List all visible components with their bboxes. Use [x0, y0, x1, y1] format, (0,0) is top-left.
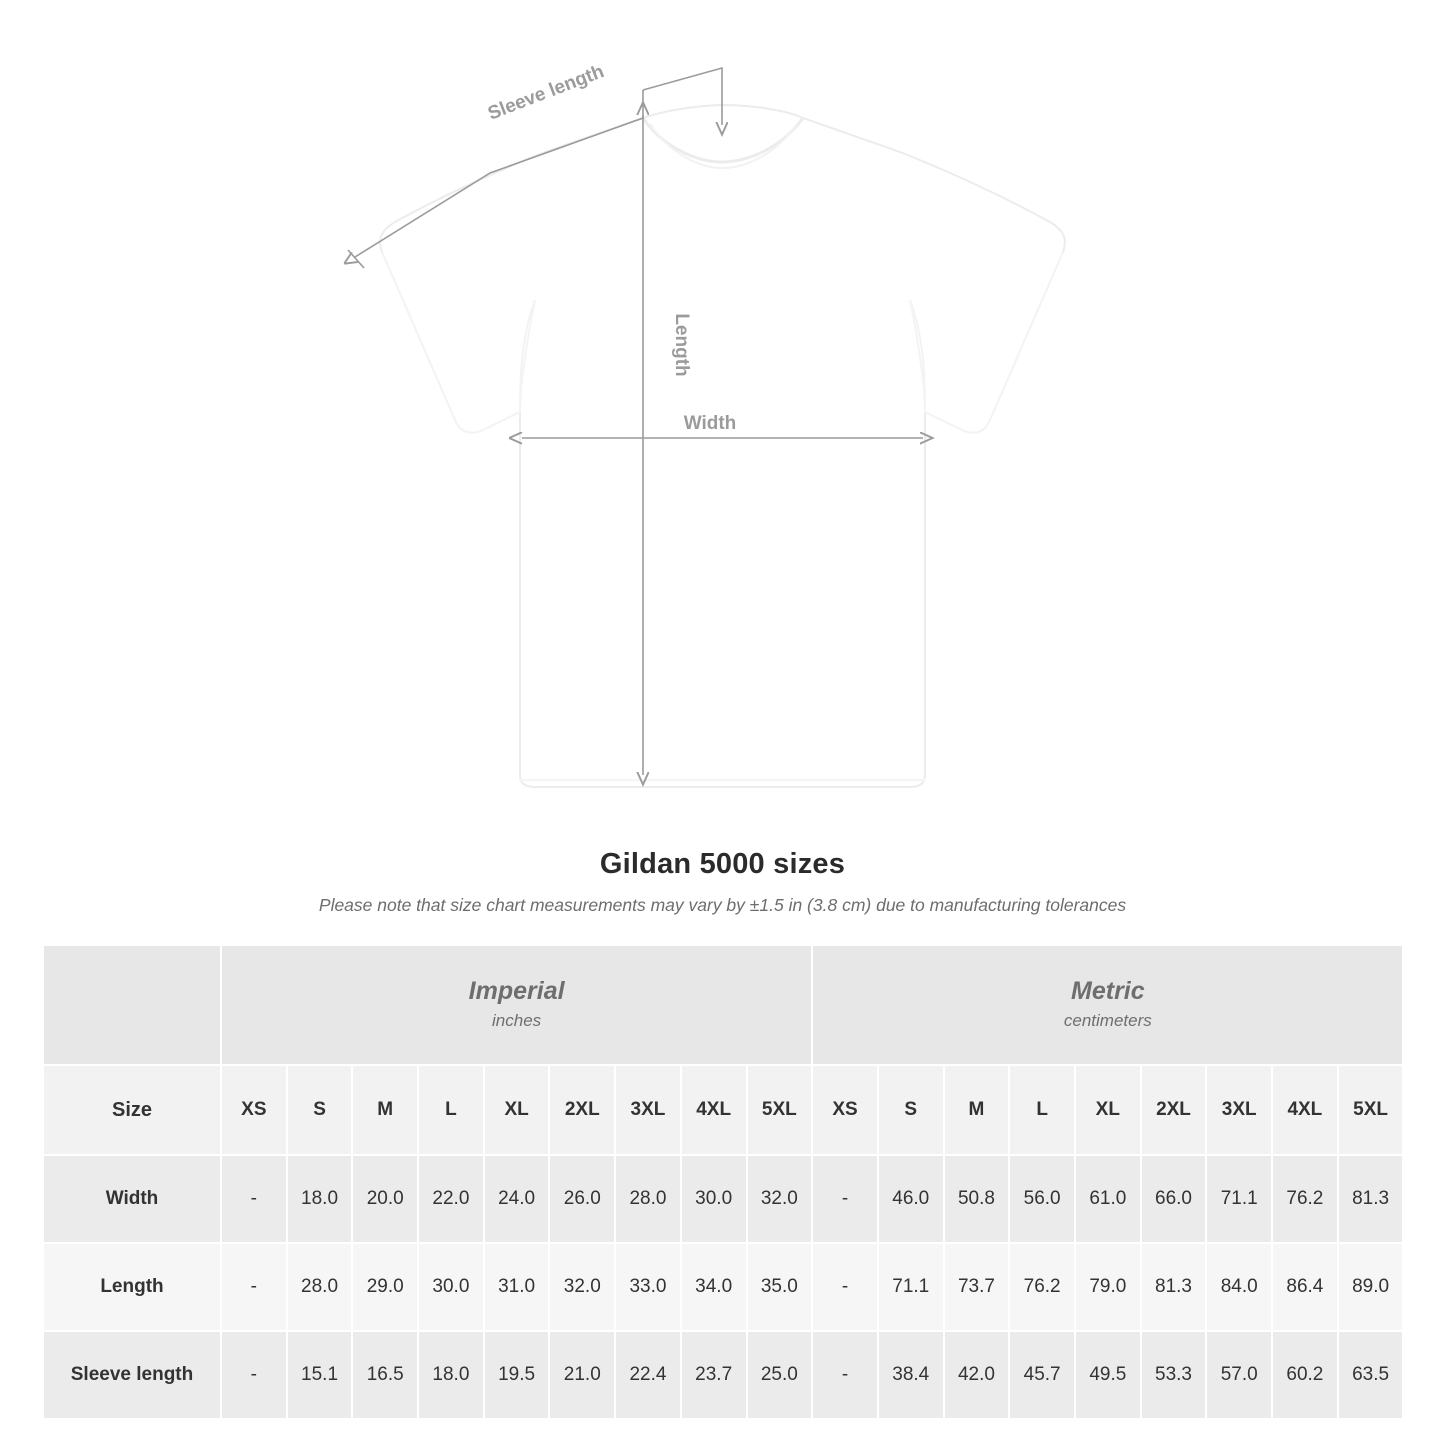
table-row — [43, 1331, 1403, 1419]
row-label-length: Length — [43, 1243, 221, 1331]
cell-width-met-6: 71.1 — [1206, 1155, 1272, 1243]
cell-length-met-0: - — [812, 1243, 878, 1331]
page-title: Gildan 5000 sizes — [599, 848, 846, 880]
cell-width-met-5: 66.0 — [1141, 1155, 1207, 1243]
tshirt-shape — [380, 105, 1065, 787]
cell-width-met-7: 76.2 — [1272, 1155, 1338, 1243]
cell-width-met-0: - — [812, 1155, 878, 1243]
header-size-imp-4: XL — [484, 1065, 550, 1155]
header-size-met-1: S — [878, 1065, 944, 1155]
header-size-met-5: 2XL — [1141, 1065, 1207, 1155]
cell-sleeve-imp-7: 23.7 — [681, 1331, 747, 1419]
header-size-imp-6: 3XL — [615, 1065, 681, 1155]
cell-sleeve-met-0: - — [812, 1331, 878, 1419]
header-size-imp-8: 5XL — [747, 1065, 813, 1155]
sleeve-length-label: Sleeve length — [485, 61, 607, 125]
unit-name-imperial: Imperial — [468, 976, 565, 1005]
cell-sleeve-met-6: 57.0 — [1206, 1331, 1272, 1419]
cell-length-imp-0: - — [221, 1243, 287, 1331]
header-size-imp-5: 2XL — [549, 1065, 615, 1155]
cell-length-imp-2: 29.0 — [352, 1243, 418, 1331]
header-size-met-7: 4XL — [1272, 1065, 1338, 1155]
cell-width-imp-2: 20.0 — [352, 1155, 418, 1243]
cell-width-imp-5: 26.0 — [549, 1155, 615, 1243]
cell-sleeve-imp-8: 25.0 — [747, 1331, 813, 1419]
cell-length-imp-3: 30.0 — [418, 1243, 484, 1331]
row-label-sleeve-length: Sleeve length — [43, 1331, 221, 1419]
tolerance-note: Please note that size chart measurements may vary by ±1.5 in (3.8 cm) due to manufacturing tolerances — [318, 895, 1127, 915]
table-row — [43, 1155, 1403, 1243]
cell-sleeve-met-4: 49.5 — [1075, 1331, 1141, 1419]
unit-header-imperial — [221, 945, 812, 1065]
cell-width-imp-6: 28.0 — [615, 1155, 681, 1243]
cell-width-met-3: 56.0 — [1009, 1155, 1075, 1243]
cell-width-imp-4: 24.0 — [484, 1155, 550, 1243]
cell-length-imp-5: 32.0 — [549, 1243, 615, 1331]
header-size-met-2: M — [944, 1065, 1010, 1155]
cell-length-met-1: 71.1 — [878, 1243, 944, 1331]
size-table-wrap — [42, 944, 1403, 1420]
cell-length-met-5: 81.3 — [1141, 1243, 1207, 1331]
header-size-label: Size — [43, 1065, 221, 1155]
unit-header-row — [43, 945, 1403, 1065]
cell-sleeve-imp-0: - — [221, 1331, 287, 1419]
unit-name-metric: Metric — [1071, 976, 1145, 1005]
cell-width-imp-8: 32.0 — [747, 1155, 813, 1243]
unit-header-metric — [812, 945, 1403, 1065]
unit-sub-metric: centimeters — [1063, 1011, 1152, 1031]
cell-sleeve-met-2: 42.0 — [944, 1331, 1010, 1419]
cell-length-met-4: 79.0 — [1075, 1243, 1141, 1331]
cell-length-met-6: 84.0 — [1206, 1243, 1272, 1331]
header-size-met-3: L — [1009, 1065, 1075, 1155]
cell-sleeve-imp-1: 15.1 — [287, 1331, 353, 1419]
row-label-width: Width — [43, 1155, 221, 1243]
header-size-met-8: 5XL — [1338, 1065, 1404, 1155]
table-row — [43, 1243, 1403, 1331]
header-size-imp-0: XS — [221, 1065, 287, 1155]
cell-sleeve-imp-5: 21.0 — [549, 1331, 615, 1419]
cell-sleeve-met-3: 45.7 — [1009, 1331, 1075, 1419]
cell-sleeve-met-8: 63.5 — [1338, 1331, 1404, 1419]
header-size-met-4: XL — [1075, 1065, 1141, 1155]
cell-width-imp-7: 30.0 — [681, 1155, 747, 1243]
cell-length-imp-6: 33.0 — [615, 1243, 681, 1331]
cell-width-met-8: 81.3 — [1338, 1155, 1404, 1243]
size-header-row — [43, 1065, 1403, 1155]
header-size-met-0: XS — [812, 1065, 878, 1155]
cell-length-imp-7: 34.0 — [681, 1243, 747, 1331]
cell-length-met-8: 89.0 — [1338, 1243, 1404, 1331]
cell-width-met-1: 46.0 — [878, 1155, 944, 1243]
cell-sleeve-met-1: 38.4 — [878, 1331, 944, 1419]
width-label: Width — [683, 413, 737, 434]
cell-length-met-7: 86.4 — [1272, 1243, 1338, 1331]
cell-width-met-2: 50.8 — [944, 1155, 1010, 1243]
cell-sleeve-imp-4: 19.5 — [484, 1331, 550, 1419]
cell-sleeve-met-5: 53.3 — [1141, 1331, 1207, 1419]
length-label: Length — [671, 313, 692, 377]
header-size-imp-1: S — [287, 1065, 353, 1155]
cell-sleeve-met-7: 60.2 — [1272, 1331, 1338, 1419]
cell-sleeve-imp-6: 22.4 — [615, 1331, 681, 1419]
size-table — [42, 944, 1404, 1420]
unit-header-spacer — [43, 945, 221, 1065]
cell-width-imp-1: 18.0 — [287, 1155, 353, 1243]
cell-sleeve-imp-2: 16.5 — [352, 1331, 418, 1419]
unit-sub-imperial: inches — [492, 1011, 542, 1031]
header-size-met-6: 3XL — [1206, 1065, 1272, 1155]
header-size-imp-2: M — [352, 1065, 418, 1155]
cell-length-met-3: 76.2 — [1009, 1243, 1075, 1331]
title-block — [0, 848, 1445, 916]
cell-width-imp-3: 22.0 — [418, 1155, 484, 1243]
header-size-imp-3: L — [418, 1065, 484, 1155]
cell-length-met-2: 73.7 — [944, 1243, 1010, 1331]
cell-length-imp-1: 28.0 — [287, 1243, 353, 1331]
header-size-imp-7: 4XL — [681, 1065, 747, 1155]
cell-length-imp-8: 35.0 — [747, 1243, 813, 1331]
cell-sleeve-imp-3: 18.0 — [418, 1331, 484, 1419]
cell-width-met-4: 61.0 — [1075, 1155, 1141, 1243]
cell-width-imp-0: - — [221, 1155, 287, 1243]
cell-length-imp-4: 31.0 — [484, 1243, 550, 1331]
